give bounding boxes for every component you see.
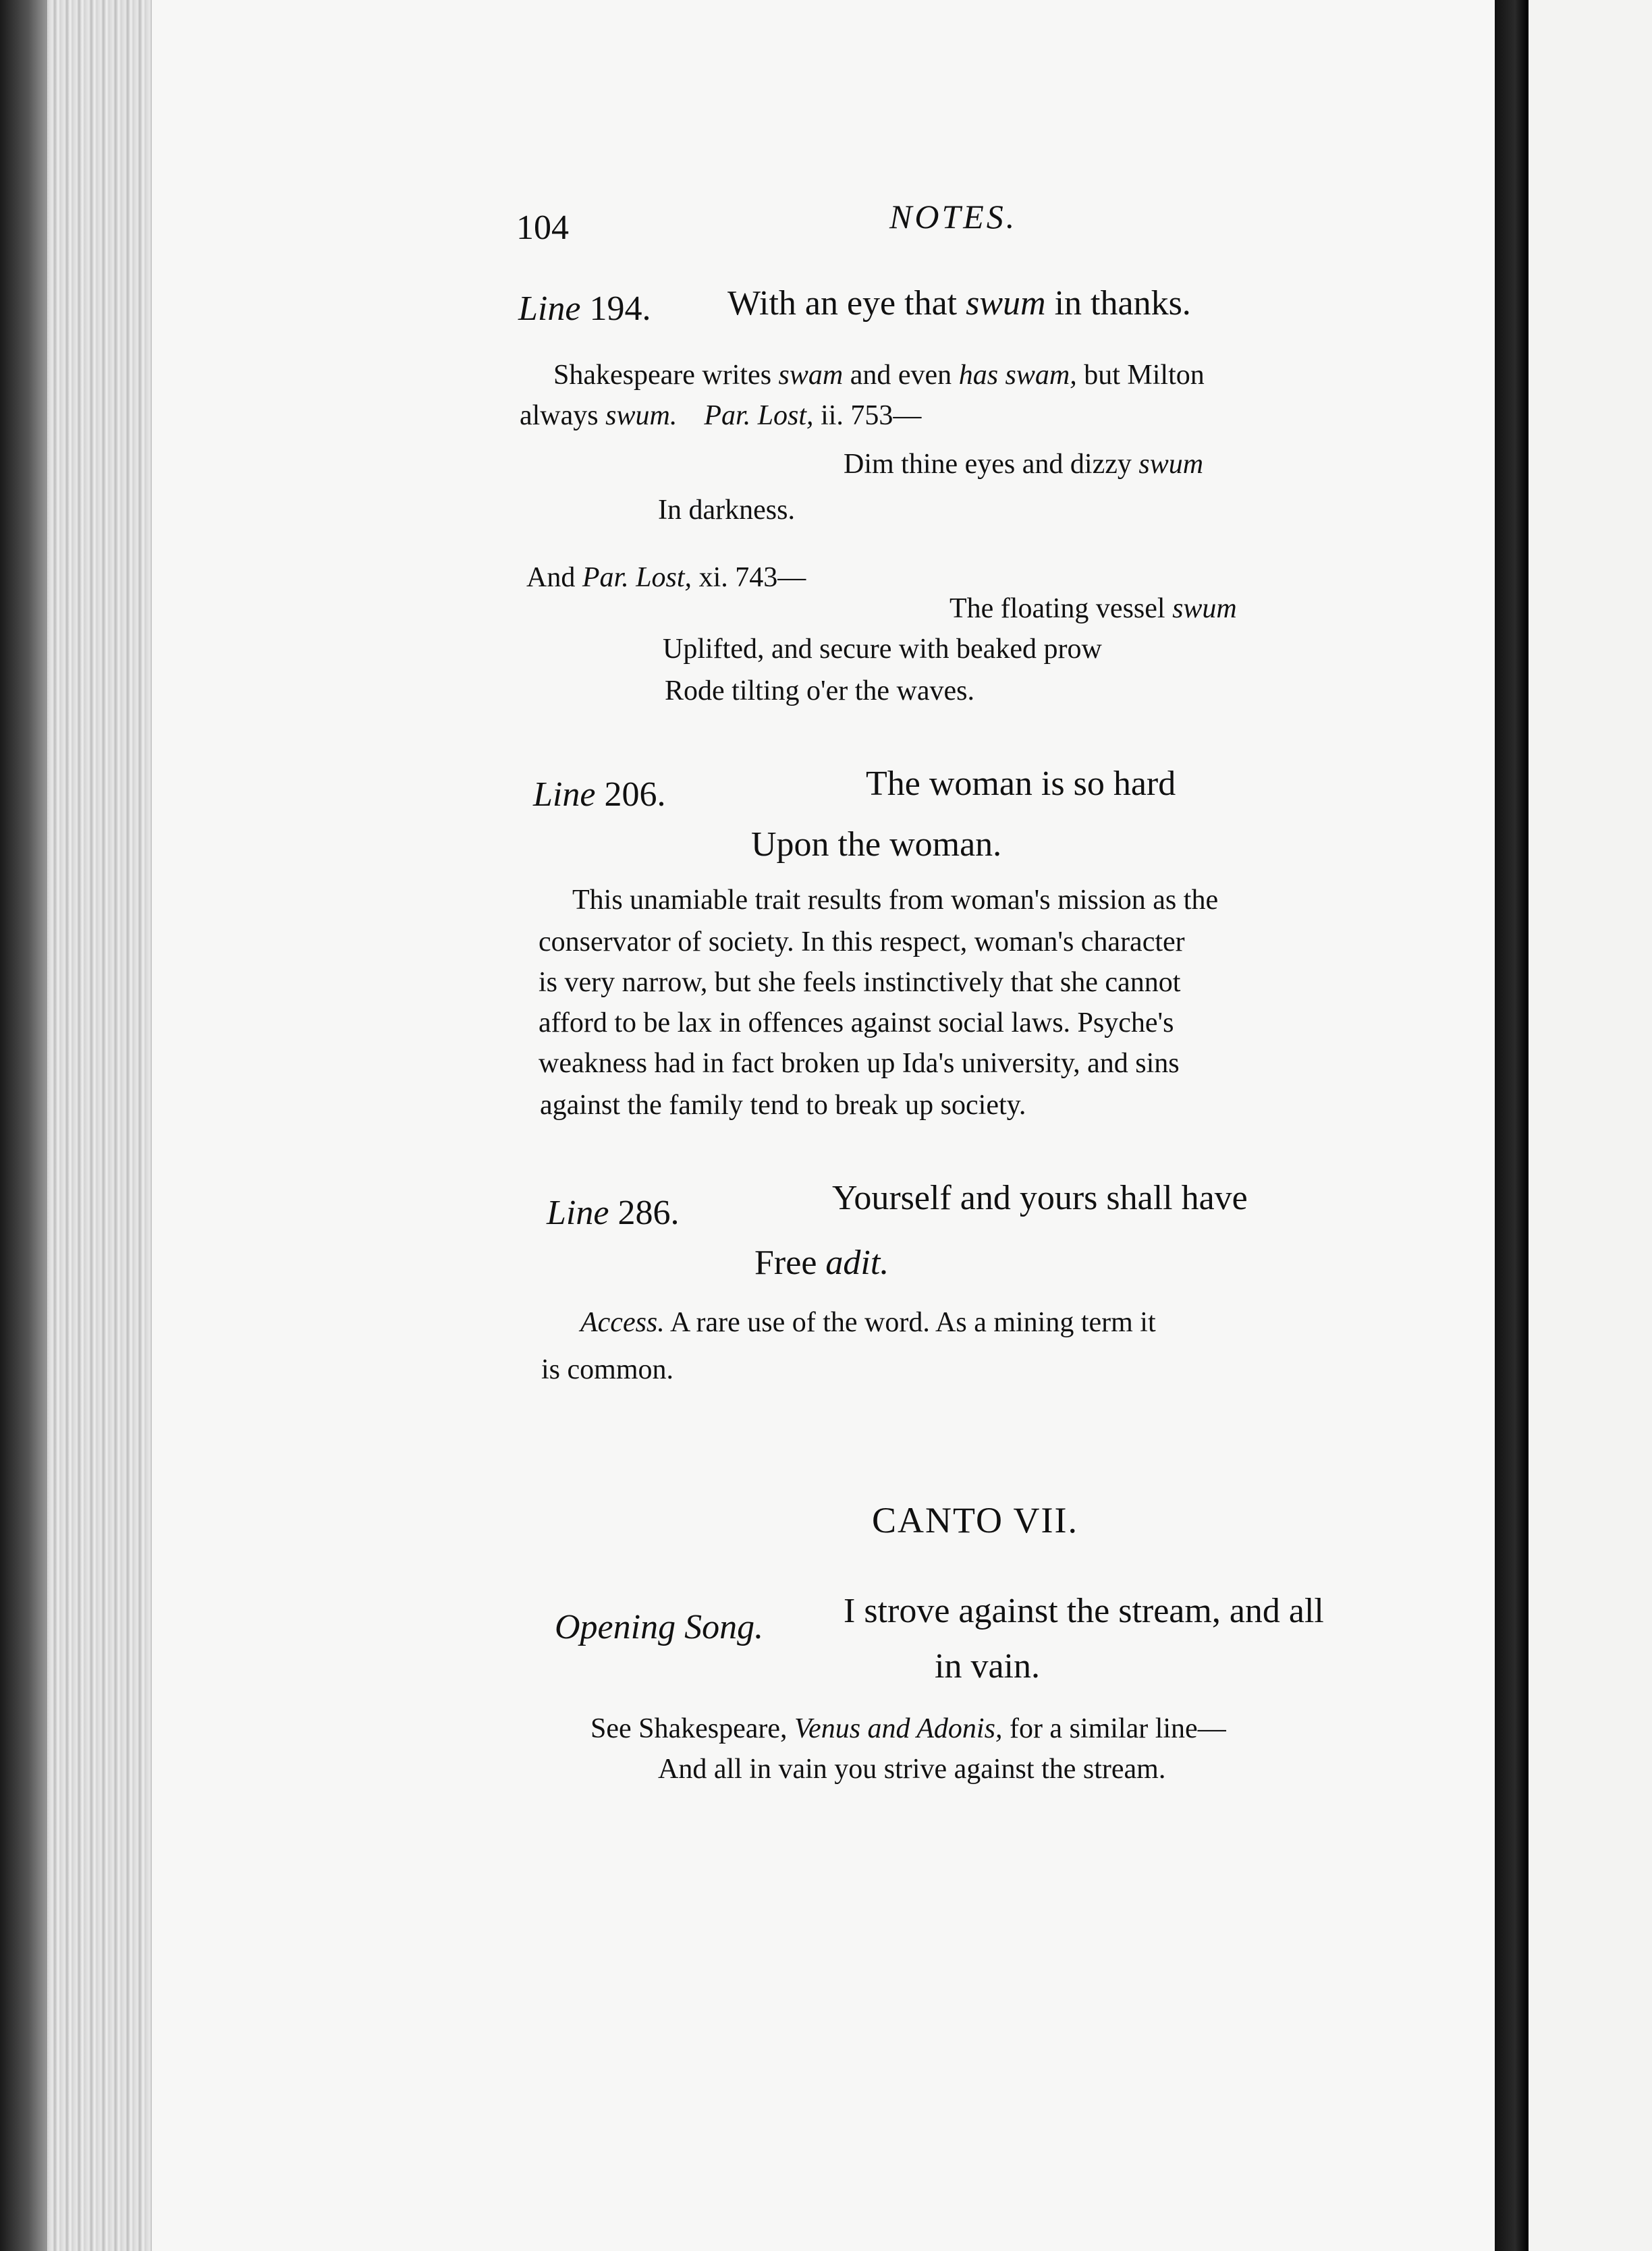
note-text: Shakespeare writes swam and even has swam, but Milton [553,360,1205,391]
note-heading-194 [518,289,651,329]
line-number: 194. [589,289,651,328]
milton-quote: Uplifted, and secure with beaked prow [663,634,1102,665]
note-text: afford to be lax in offences against social laws. Psyche's [539,1007,1174,1038]
note-text: This unamiable trait results from woman's mission as the [572,885,1219,916]
milton-quote: In darkness. [658,495,795,526]
note-text: weakness had in fact broken up Ida's university, and sins [539,1048,1180,1079]
note-text: See Shakespeare, Venus and Adonis, for a similar line— [590,1713,1226,1744]
note-heading-286: Line 286. [547,1194,680,1232]
note-text: Access. A rare use of the word. As a mining term it [580,1307,1156,1338]
book-gutter [1495,0,1529,2251]
quoted-line: I strove against the stream, and all [844,1592,1324,1630]
milton-quote: The floating vessel swum [949,593,1237,624]
milton-quote: Rode tilting o'er the waves. [665,675,974,706]
canto-heading: CANTO VII. [872,1500,1079,1540]
shakespeare-quote: And all in vain you strive against the stream. [658,1754,1166,1785]
quoted-line: With an eye that swum in thanks. [727,284,1191,323]
note-text: And Par. Lost, xi. 743— [526,562,806,593]
quoted-line: The woman is so hard [866,765,1176,803]
running-head: NOTES. [889,198,1018,235]
note-text: always swum. Par. Lost, ii. 753— [520,400,922,431]
quoted-line: Yourself and yours shall have [832,1179,1248,1217]
milton-quote: Dim thine eyes and dizzy swum [844,449,1204,480]
note-text: is very narrow, but she feels instinctively that she cannot [539,967,1181,998]
note-heading-206: Line 206. [533,775,666,814]
quoted-line: Free adit. [754,1244,889,1282]
note-heading-opening-song: Opening Song. [555,1608,764,1646]
quoted-line: Upon the woman. [751,825,1002,864]
book-edge-shadow [0,0,47,2251]
line-label: Line [518,289,581,328]
quoted-line: in vain. [935,1647,1040,1686]
note-text: is common. [541,1354,673,1385]
next-page-edge [1529,0,1652,2251]
page-number: 104 [516,209,569,247]
page [152,0,1502,2251]
note-text: against the family tend to break up society. [540,1090,1026,1121]
note-text: conservator of society. In this respect, woman's character [539,926,1185,957]
